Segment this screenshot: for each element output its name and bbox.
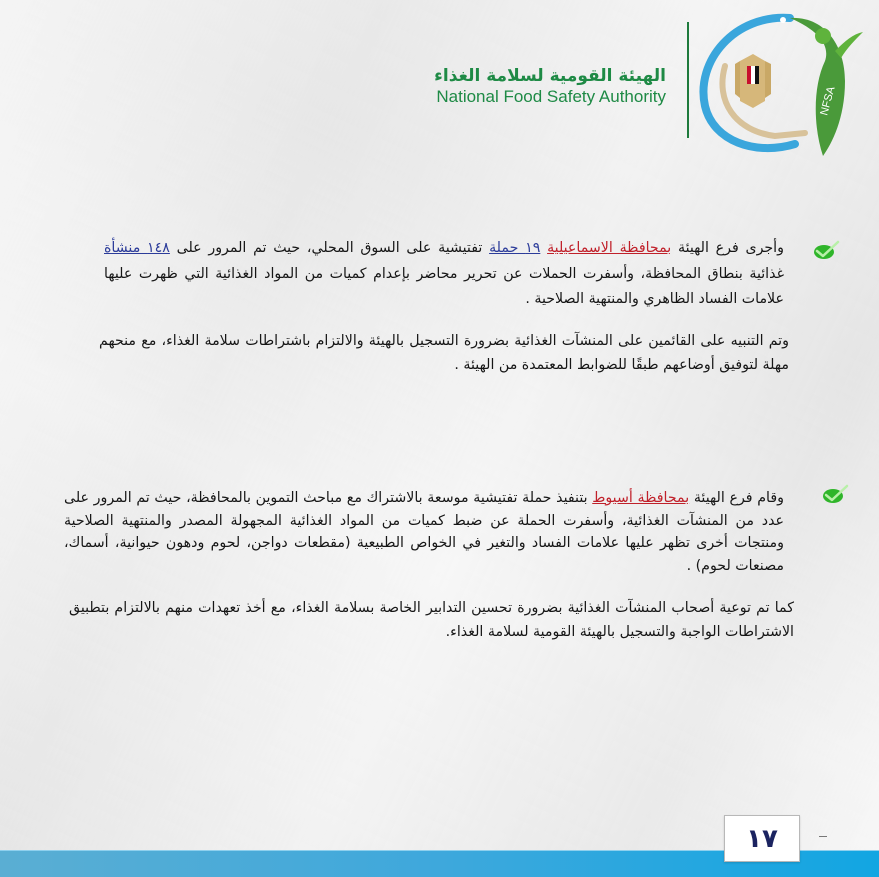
- egypt-eagle-emblem: [735, 54, 771, 108]
- org-name-english: National Food Safety Authority: [436, 87, 666, 106]
- logo-green-head: [815, 28, 831, 44]
- section-2-paragraph-1: [64, 487, 784, 578]
- footer-dash: [819, 836, 827, 837]
- highlight-campaign-count: ١٩ حملة: [489, 240, 541, 256]
- logo-blue-dot: [780, 17, 786, 23]
- highlight-governorate: بمحافظة أسيوط: [592, 490, 690, 506]
- highlight-governorate: بمحافظة الاسماعيلية: [547, 240, 672, 256]
- page-number: ١٧: [746, 823, 778, 854]
- paragraph-text: وتم التنبيه على القائمين على المنشآت الغذائية بضرورة التسجيل بالهيئة والالتزام باشتراطات سلامة الغذاء، مع منحهم مهلة لتوفيق أوضاعهم طبقًا للضوابط المعتمدة من الهيئة .: [99, 333, 789, 373]
- page-header: [0, 0, 879, 150]
- check-icon: [821, 484, 849, 504]
- page-number-box: [724, 815, 800, 862]
- section-1-paragraph-1: [104, 236, 784, 313]
- text: وأجرى فرع الهيئة: [671, 240, 784, 256]
- text: تفتيشية على السوق المحلي، حيث تم المرور على: [169, 240, 490, 256]
- check-icon: [812, 240, 840, 260]
- text: غذائية بنطاق المحافظة، وأسفرت الحملات عن تحرير محاضر بإعدام كميات من المواد الغذائية التي ظهرت عليها علامات الفساد الظاهري والمنتهية الصلاحية .: [104, 265, 784, 307]
- header-divider: [687, 22, 689, 138]
- org-name-arabic: الهيئة القومية لسلامة الغذاء: [434, 66, 666, 86]
- text: وقام فرع الهيئة: [689, 490, 784, 506]
- nfsa-logo: [695, 6, 865, 161]
- section-2-paragraph-2: [69, 596, 794, 644]
- logo-green-arm: [835, 32, 863, 58]
- highlight-facility-count: ١٤٨ منشأة: [104, 240, 170, 256]
- paragraph-text: كما تم توعية أصحاب المنشآت الغذائية بضرورة تحسين التدابير الخاصة بسلامة الغذاء، مع أخذ تعهدات منهم بالالتزام بتطبيق الاشتراطات الواجبة والتسجيل بالهيئة القومية لسلامة الغذاء.: [69, 600, 794, 640]
- section-1-paragraph-2: [99, 329, 789, 377]
- logo-nfsa-text: NFSA: [818, 85, 838, 117]
- text: بتنفيذ حملة تفتيشية موسعة بالاشتراك مع مباحث التموين بالمحافظة، حيث تم المرور على عدد من المنشآت الغذائية، وأسفرت الحملة عن ضبط كميات من المواد الغذائية المجهولة المصدر والمنتهية الصلاحية ومنتجات أخرى تظهر عليها علامات الفساد والتغير في الخواص الطبيعية (مقطعات دواجن، لحوم ودهون حيوانية، أسماك، مصنعات لحوم) .: [64, 490, 784, 575]
- org-name-block: [434, 66, 666, 108]
